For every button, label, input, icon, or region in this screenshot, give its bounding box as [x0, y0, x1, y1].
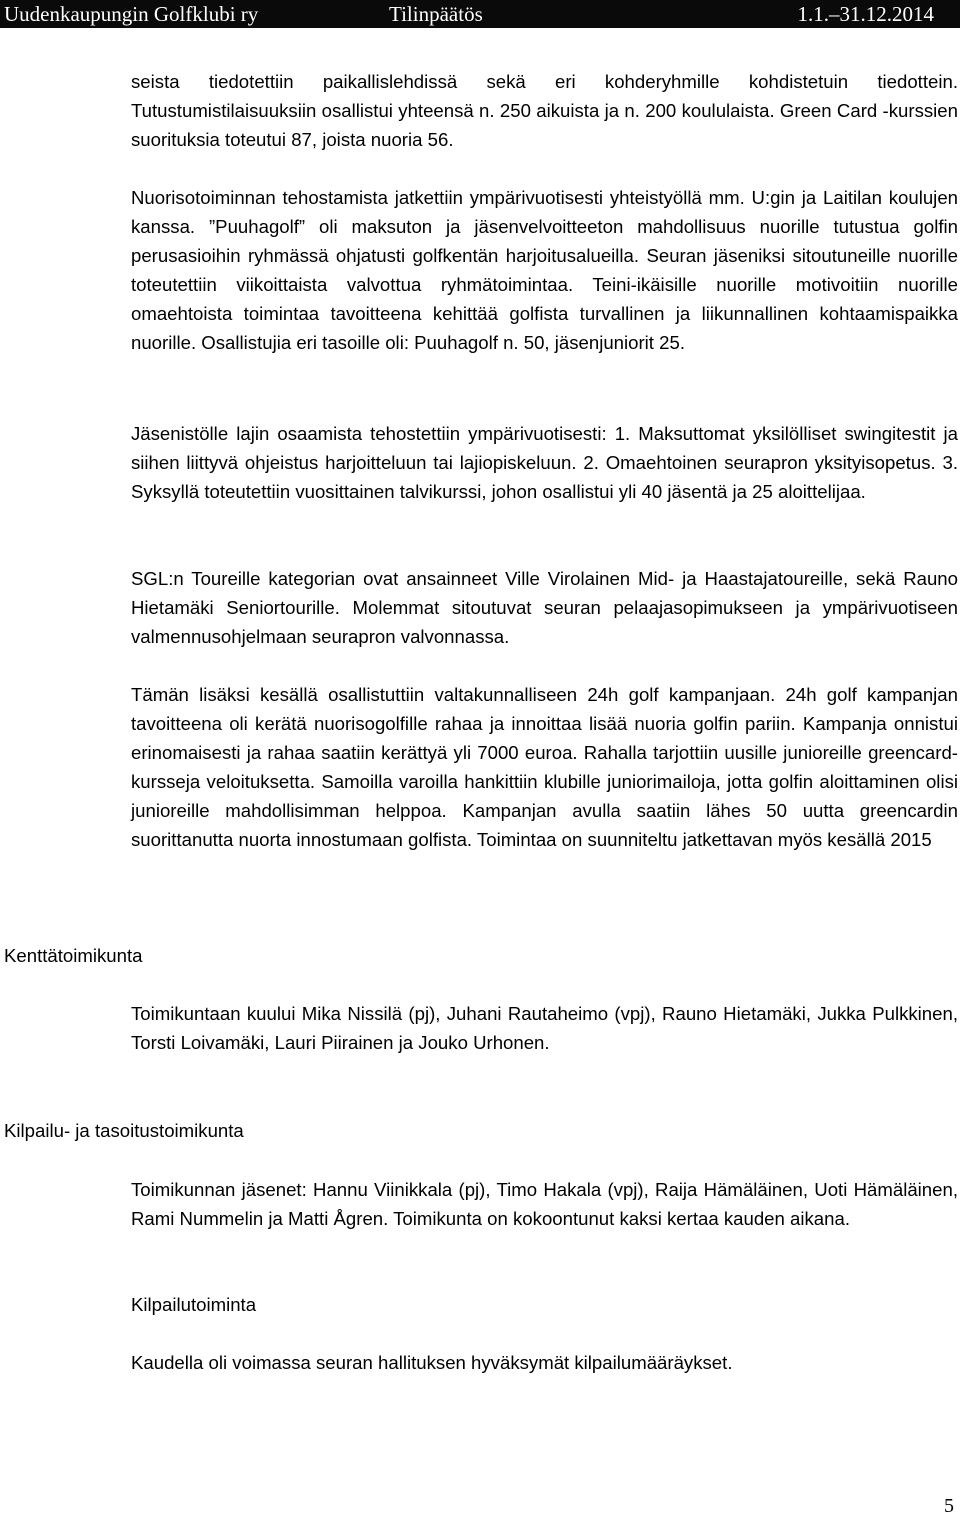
paragraph-text: seista tiedotettiin paikallislehdissä sekä eri kohderyhmille kohdistetuin tiedottein. Tutustumistilaisuuksiin osallistui yhteensä n. 250 aikuista ja n. 200 koululaista. Green Card -kurssien suorituksia toteutui 87, joista nuoria 56. — [131, 71, 958, 150]
paragraph-nuorisotoiminta — [131, 183, 958, 357]
paragraph-kenttatoimikunta — [131, 999, 958, 1057]
paragraph-text: SGL:n Toureille kategorian ovat ansainneet Ville Virolainen Mid- ja Haastajatoureille, sekä Rauno Hietamäki Seniortourille. Molemmat sitoutuvat seuran pelaajasopimukseen ja ympärivuotiseen valmennusohjelmaan seurapron valvonnassa. — [131, 568, 958, 647]
paragraph-sgl-tour — [131, 564, 958, 651]
header-period: 1.1.–31.12.2014 — [797, 2, 934, 26]
header-document-title: Tilinpäätös — [389, 2, 483, 26]
paragraph-text: Tämän lisäksi kesällä osallistuttiin valtakunnalliseen 24h golf kampanjaan. 24h golf kampanjan tavoitteena oli kerätä nuorisogolfille rahaa ja innoittaa lisää nuoria golfin pariin. Kampanja onnistui erinomaisesti ja rahaa saatiin kerättyä yli 7000 euroa. Rahalla tarjottiin uusille junioreille greencard-kursseja veloituksetta. Samoilla varoilla hankittiin klubille juniorimailoja, jotta golfin aloittaminen olisi junioreille mahdollisimman helppoa. Kampanjan avulla saatiin lähes 50 uutta greencardin suorittanutta nuorta innostumaan golfista. Toimintaa on suunniteltu jatkettavan myös kesällä 2015 — [131, 684, 958, 850]
page-number: 5 — [944, 1495, 954, 1517]
paragraph-text: Kaudella oli voimassa seuran hallituksen hyväksymät kilpailumääräykset. — [131, 1352, 733, 1373]
paragraph-tutustumis — [131, 67, 958, 154]
paragraph-jasenisto — [131, 419, 958, 506]
paragraph-text: Nuorisotoiminnan tehostamista jatkettiin ympärivuotisesti yhteistyöllä mm. U:gin ja Laitilan koulujen kanssa. ”Puuhagolf” oli maksuton ja jäsenvelvoitteeton mahdollisuus nuorille tutustua golfin perusasioihin ryhmässä ohjatusti golfkentän harjoitusalueilla. Seuran jäseniksi sitoutuneille nuorille toteutettiin viikoittaista valvottua ryhmätoimintaa. Teini-ikäisille nuorille motivoitiin nuorille omaehtoista toimintaa tavoitteena kehittää golfista turvallinen ja liikunnallinen kohtaamispaikka nuorille. Osallistujia eri tasoille oli: Puuhagolf n. 50, jäsenjuniorit 25. — [131, 187, 958, 353]
subheading-kilpailutoiminta: Kilpailutoiminta — [131, 1294, 257, 1315]
section-heading-kilpailutoimikunta: Kilpailu- ja tasoitustoimikunta — [4, 1120, 244, 1141]
paragraph-kilpailutoimikunta — [131, 1175, 958, 1233]
paragraph-24h-golf — [131, 680, 958, 854]
section-heading-kenttatoimikunta: Kenttätoimikunta — [4, 945, 143, 966]
paragraph-kilpailutoiminta — [131, 1348, 958, 1377]
paragraph-text: Jäsenistölle lajin osaamista tehostettiin ympärivuotisesti: 1. Maksuttomat yksilölliset swingitestit ja siihen liittyvä ohjeistus harjoitteluun tai lajiopiskeluun. 2. Omaehtoinen seurapron yksityisopetus. 3. Syksyllä toteutettiin vuosittainen talvikurssi, johon osallistui yli 40 jäsentä ja 25 aloittelijaa. — [131, 423, 958, 502]
paragraph-text: Toimikuntaan kuului Mika Nissilä (pj), Juhani Rautaheimo (vpj), Rauno Hietamäki, Jukka Pulkkinen, Torsti Loivamäki, Lauri Piirainen ja Jouko Urhonen. — [131, 1003, 958, 1053]
header-organization: Uudenkaupungin Golfklubi ry — [4, 2, 259, 26]
page-header — [0, 0, 960, 28]
paragraph-text: Toimikunnan jäsenet: Hannu Viinikkala (pj), Timo Hakala (vpj), Raija Hämäläinen, Uoti Hämäläinen, Rami Nummelin ja Matti Ågren. Toimikunta on kokoontunut kaksi kertaa kauden aikana. — [131, 1179, 958, 1229]
